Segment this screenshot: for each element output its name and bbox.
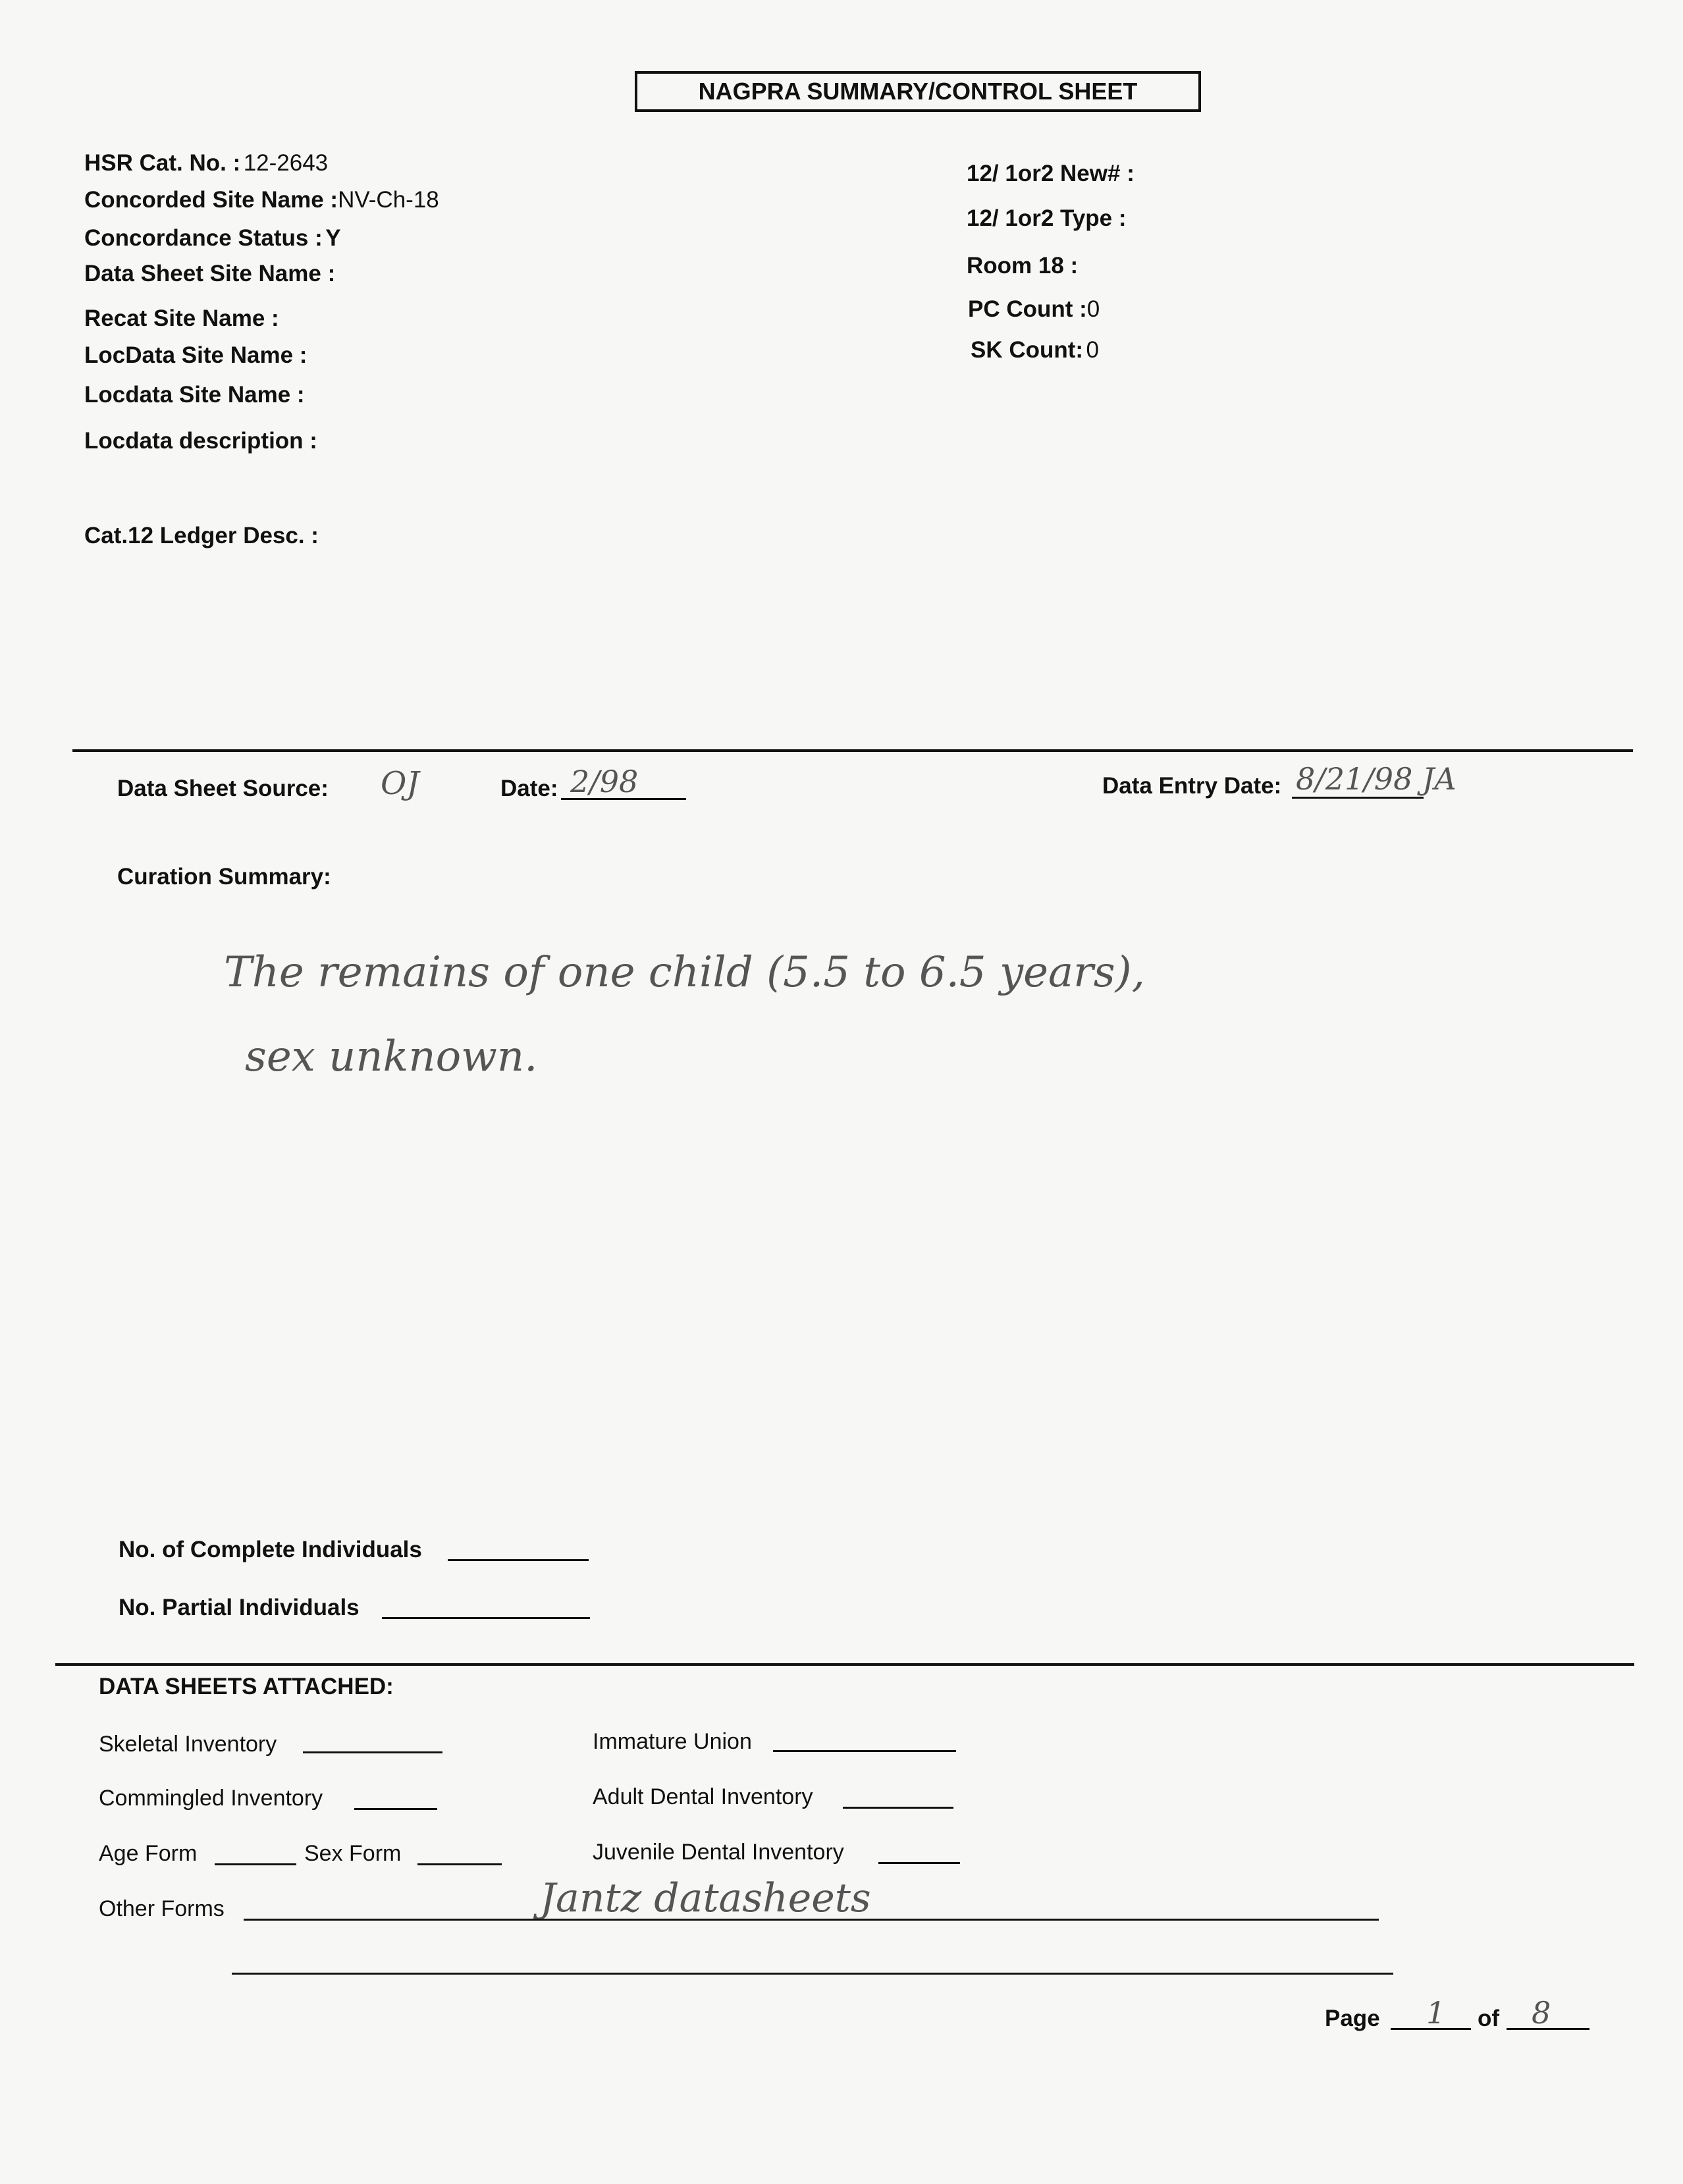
section-divider [72, 749, 1633, 752]
data-sheet-source-value: OJ [381, 765, 419, 802]
complete-individuals-label: No. of Complete Individuals [119, 1537, 422, 1562]
pc-count-value: 0 [1086, 296, 1100, 322]
form-title: NAGPRA SUMMARY/CONTROL SHEET [635, 71, 1201, 112]
hsr-cat-no-value: 12-2643 [243, 150, 329, 176]
skeletal-inventory-blank [303, 1751, 442, 1753]
partial-individuals-label: No. Partial Individuals [119, 1595, 360, 1620]
cat12-ledger-desc-label: Cat.12 Ledger Desc. : [84, 523, 319, 548]
of-label: of [1478, 2006, 1500, 2031]
pc-count-field [968, 296, 1100, 323]
data-sheet-source-label: Data Sheet Source: [117, 776, 329, 801]
commingled-inventory-blank [354, 1808, 437, 1810]
data-entry-date-label: Data Entry Date: [1102, 773, 1282, 799]
adult-dental-inventory-blank [843, 1807, 953, 1809]
sk-count-field [971, 337, 1099, 363]
date-label: Date: [500, 776, 558, 801]
new-number-label: 12/ 1or2 New# : [967, 161, 1135, 186]
concordance-status-label: Concordance Status : [84, 225, 323, 251]
page-number-blank [1391, 2028, 1471, 2030]
page-number-value: 1 [1426, 1995, 1446, 2031]
data-sheet-site-name-label: Data Sheet Site Name : [84, 261, 336, 286]
skeletal-inventory-label: Skeletal Inventory [99, 1732, 277, 1757]
sex-form-label: Sex Form [304, 1841, 402, 1866]
partial-individuals-blank [382, 1617, 590, 1619]
type-label: 12/ 1or2 Type : [967, 205, 1127, 231]
curation-summary-line-1: The remains of one child (5.5 to 6.5 years), [224, 948, 1145, 997]
complete-individuals-blank [448, 1559, 589, 1561]
juvenile-dental-inventory-label: Juvenile Dental Inventory [593, 1840, 844, 1865]
concordance-status-field [84, 225, 341, 252]
concordance-status-value: Y [325, 225, 341, 251]
curation-summary-label: Curation Summary: [117, 864, 331, 890]
locdata-site-name-label: LocData Site Name : [84, 342, 307, 368]
other-forms-value: Jantz datasheets [540, 1875, 871, 1921]
adult-dental-inventory-label: Adult Dental Inventory [593, 1784, 813, 1809]
age-form-blank [215, 1863, 296, 1865]
concorded-site-name-value: NV-Ch-18 [338, 187, 439, 213]
section-divider-2 [55, 1663, 1634, 1666]
concorded-site-name-field [84, 187, 439, 213]
concorded-site-name-label: Concorded Site Name : [84, 187, 338, 213]
room18-label: Room 18 : [967, 253, 1079, 279]
other-forms-line-2 [232, 1973, 1393, 1975]
data-sheets-attached-header: DATA SHEETS ATTACHED: [99, 1674, 394, 1699]
recat-site-name-label: Recat Site Name : [84, 306, 279, 331]
immature-union-blank [773, 1750, 956, 1752]
immature-union-label: Immature Union [593, 1729, 752, 1754]
date-underline [561, 798, 686, 800]
data-entry-date-underline [1292, 797, 1424, 799]
other-forms-label: Other Forms [99, 1896, 225, 1921]
hsr-cat-no-label: HSR Cat. No. : [84, 150, 241, 176]
total-pages-blank [1507, 2028, 1590, 2030]
sex-form-blank [417, 1863, 502, 1865]
total-pages-value: 8 [1532, 1995, 1551, 2031]
curation-summary-line-2: sex unknown. [245, 1032, 538, 1081]
data-entry-date-value: 8/21/98 JA [1296, 761, 1456, 797]
age-form-label: Age Form [99, 1841, 198, 1866]
page-label: Page [1325, 2006, 1380, 2031]
sk-count-value: 0 [1086, 337, 1099, 363]
date-value: 2/98 [570, 764, 639, 799]
other-forms-line-1 [244, 1919, 1379, 1921]
pc-count-label: PC Count : [968, 296, 1087, 322]
sk-count-label: SK Count: [971, 337, 1084, 363]
juvenile-dental-inventory-blank [878, 1862, 960, 1864]
locdata-description-label: Locdata description : [84, 428, 317, 454]
commingled-inventory-label: Commingled Inventory [99, 1786, 323, 1811]
locdata-site-name-label-2: Locdata Site Name : [84, 382, 305, 408]
hsr-cat-no-field [84, 150, 328, 176]
